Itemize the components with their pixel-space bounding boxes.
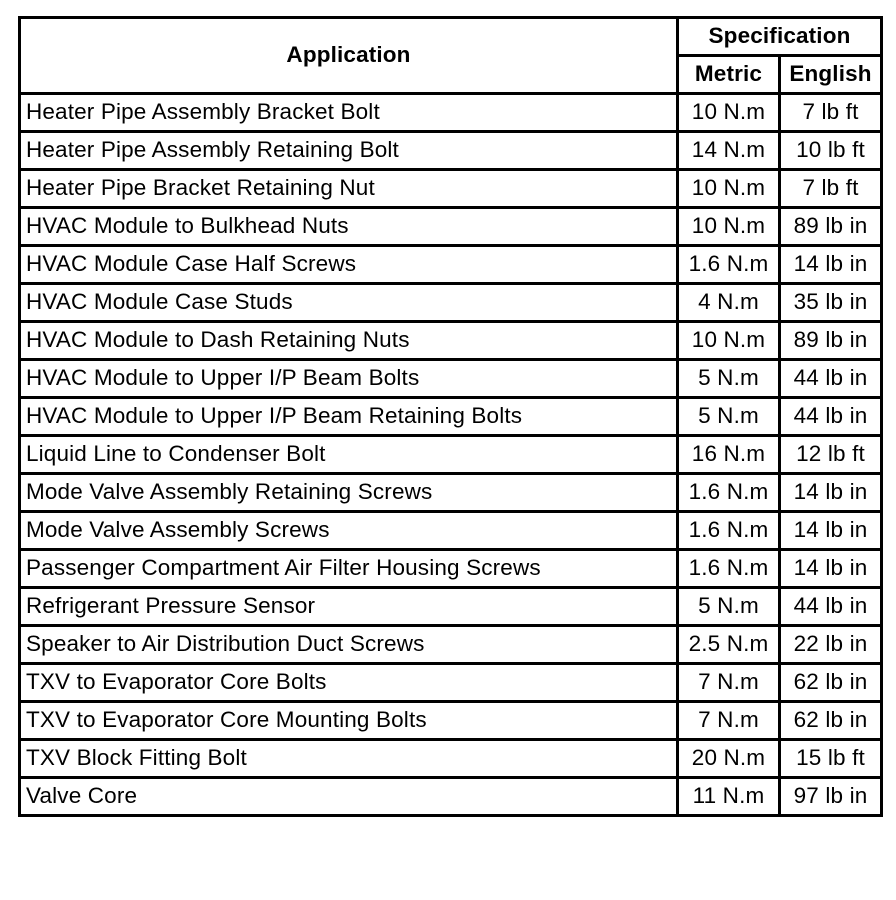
table-row (20, 284, 882, 322)
metric-value-cell: 4 N.m (678, 284, 780, 322)
metric-value-cell: 20 N.m (678, 740, 780, 778)
metric-header: Metric (678, 56, 780, 94)
application-cell: HVAC Module to Bulkhead Nuts (20, 208, 678, 246)
application-cell: TXV Block Fitting Bolt (20, 740, 678, 778)
application-cell: HVAC Module to Dash Retaining Nuts (20, 322, 678, 360)
metric-value-cell: 10 N.m (678, 208, 780, 246)
table-row (20, 170, 882, 208)
table-row (20, 626, 882, 664)
application-cell: Valve Core (20, 778, 678, 816)
metric-value-cell: 5 N.m (678, 588, 780, 626)
table-row (20, 246, 882, 284)
metric-value-cell: 16 N.m (678, 436, 780, 474)
specification-header: Specification (678, 18, 882, 56)
table-row (20, 550, 882, 588)
application-cell: TXV to Evaporator Core Mounting Bolts (20, 702, 678, 740)
table-row (20, 208, 882, 246)
table-row (20, 360, 882, 398)
application-cell: TXV to Evaporator Core Bolts (20, 664, 678, 702)
application-cell: Passenger Compartment Air Filter Housing Screws (20, 550, 678, 588)
table-body (20, 94, 882, 816)
torque-specification-table (18, 16, 883, 817)
english-value-cell: 44 lb in (780, 360, 882, 398)
english-value-cell: 62 lb in (780, 664, 882, 702)
metric-value-cell: 5 N.m (678, 360, 780, 398)
english-header: English (780, 56, 882, 94)
english-value-cell: 35 lb in (780, 284, 882, 322)
table-row (20, 436, 882, 474)
metric-value-cell: 10 N.m (678, 322, 780, 360)
metric-value-cell: 11 N.m (678, 778, 780, 816)
application-cell: HVAC Module to Upper I/P Beam Retaining Bolts (20, 398, 678, 436)
english-value-cell: 89 lb in (780, 322, 882, 360)
application-cell: HVAC Module Case Studs (20, 284, 678, 322)
english-value-cell: 44 lb in (780, 588, 882, 626)
header-row-top (20, 18, 882, 56)
application-cell: Heater Pipe Assembly Bracket Bolt (20, 94, 678, 132)
application-cell: Heater Pipe Bracket Retaining Nut (20, 170, 678, 208)
english-value-cell: 7 lb ft (780, 170, 882, 208)
table-row (20, 664, 882, 702)
metric-value-cell: 1.6 N.m (678, 246, 780, 284)
application-cell: HVAC Module Case Half Screws (20, 246, 678, 284)
english-value-cell: 7 lb ft (780, 94, 882, 132)
english-value-cell: 22 lb in (780, 626, 882, 664)
english-value-cell: 89 lb in (780, 208, 882, 246)
table-row (20, 702, 882, 740)
table-row (20, 322, 882, 360)
metric-value-cell: 2.5 N.m (678, 626, 780, 664)
english-value-cell: 14 lb in (780, 474, 882, 512)
table-row (20, 474, 882, 512)
english-value-cell: 97 lb in (780, 778, 882, 816)
table-row (20, 778, 882, 816)
metric-value-cell: 1.6 N.m (678, 550, 780, 588)
application-cell: Speaker to Air Distribution Duct Screws (20, 626, 678, 664)
metric-value-cell: 10 N.m (678, 94, 780, 132)
metric-value-cell: 1.6 N.m (678, 512, 780, 550)
application-cell: HVAC Module to Upper I/P Beam Bolts (20, 360, 678, 398)
english-value-cell: 14 lb in (780, 512, 882, 550)
table-row (20, 132, 882, 170)
application-cell: Refrigerant Pressure Sensor (20, 588, 678, 626)
application-header: Application (20, 18, 678, 94)
english-value-cell: 14 lb in (780, 246, 882, 284)
english-value-cell: 14 lb in (780, 550, 882, 588)
metric-value-cell: 7 N.m (678, 702, 780, 740)
english-value-cell: 15 lb ft (780, 740, 882, 778)
metric-value-cell: 10 N.m (678, 170, 780, 208)
metric-value-cell: 1.6 N.m (678, 474, 780, 512)
english-value-cell: 62 lb in (780, 702, 882, 740)
application-cell: Liquid Line to Condenser Bolt (20, 436, 678, 474)
english-value-cell: 10 lb ft (780, 132, 882, 170)
english-value-cell: 12 lb ft (780, 436, 882, 474)
table-row (20, 398, 882, 436)
application-cell: Heater Pipe Assembly Retaining Bolt (20, 132, 678, 170)
table-row (20, 94, 882, 132)
table-row (20, 512, 882, 550)
metric-value-cell: 7 N.m (678, 664, 780, 702)
table-row (20, 588, 882, 626)
metric-value-cell: 5 N.m (678, 398, 780, 436)
application-cell: Mode Valve Assembly Screws (20, 512, 678, 550)
table-row (20, 740, 882, 778)
metric-value-cell: 14 N.m (678, 132, 780, 170)
application-cell: Mode Valve Assembly Retaining Screws (20, 474, 678, 512)
english-value-cell: 44 lb in (780, 398, 882, 436)
